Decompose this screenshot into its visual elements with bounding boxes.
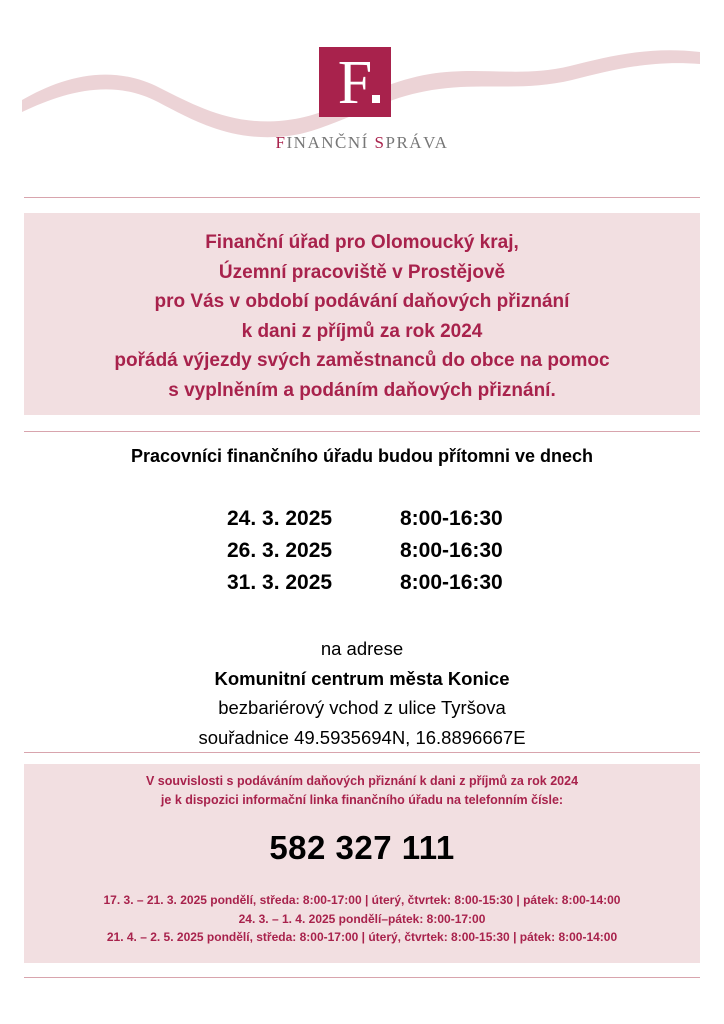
date-value: 26. 3. 2025 — [227, 539, 333, 562]
info-line-2: je k dispozici informační linka finančního úřadu na telefonním čísle: — [160, 793, 564, 807]
logo-letter: F — [337, 49, 373, 117]
address-coordinates: souřadnice 49.5935694N, 16.8896667E — [198, 726, 526, 748]
intro-line: Finanční úřad pro Olomoucký kraj, — [205, 232, 519, 253]
address-prefix: na adrese — [320, 638, 404, 659]
intro-line: s vyplněním a podáním daňových přiznání. — [168, 379, 556, 401]
intro-line: k dani z příjmů za rok 2024 — [241, 320, 483, 342]
phone-number: 582 327 111 — [269, 829, 455, 866]
brand-initial-s: S — [374, 133, 386, 152]
divider-top — [24, 197, 700, 198]
date-row — [0, 571, 724, 603]
time-value: 8:00-16:30 — [400, 507, 503, 530]
intro-box — [24, 213, 700, 415]
phone-hours — [24, 891, 700, 947]
address-block — [0, 634, 724, 752]
divider-bottom — [24, 977, 700, 978]
schedule-lead: Pracovníci finančního úřadu budou přítomni ve dnech — [130, 446, 594, 466]
logo — [319, 47, 391, 117]
date-value: 24. 3. 2025 — [227, 507, 333, 530]
date-row — [0, 539, 724, 571]
schedule-dates — [0, 507, 724, 603]
divider-address — [24, 752, 700, 753]
brand-part-2: PRÁVA — [385, 133, 449, 152]
divider-intro — [24, 431, 700, 432]
info-box — [24, 764, 700, 963]
intro-line: pro Vás v období podávání daňových přiznání — [154, 291, 570, 312]
intro-line: pořádá výjezdy svých zaměstnanců do obce na pomoc — [114, 350, 610, 371]
address-entrance: bezbariérový vchod z ulice Tyršova — [218, 697, 506, 718]
info-line-1: V souvislosti s podáváním daňových přiznání k dani z příjmů za rok 2024 — [145, 774, 579, 788]
time-value: 8:00-16:30 — [400, 571, 503, 594]
hours-line: 24. 3. – 1. 4. 2025 pondělí–pátek: 8:00-17:00 — [238, 911, 486, 926]
header — [0, 0, 724, 190]
hours-line: 21. 4. – 2. 5. 2025 pondělí, středa: 8:00-17:00 | úterý, čtvrtek: 8:00-15:30 | pátek: 8:00-14:00 — [106, 930, 618, 944]
brand-name — [0, 133, 724, 153]
brand-initial-f: F — [275, 133, 287, 152]
intro-text — [24, 213, 700, 405]
date-value: 31. 3. 2025 — [227, 571, 333, 594]
logo-dot — [372, 95, 380, 103]
date-row — [0, 507, 724, 539]
brand-part-1: INANČNÍ — [286, 133, 375, 152]
intro-line: Územní pracoviště v Prostějově — [218, 261, 506, 283]
info-text — [24, 764, 700, 810]
time-value: 8:00-16:30 — [400, 539, 503, 562]
address-place: Komunitní centrum města Konice — [214, 667, 510, 689]
hours-line: 17. 3. – 21. 3. 2025 pondělí, středa: 8:00-17:00 | úterý, čtvrtek: 8:00-15:30 | pátek: 8:00-14:00 — [103, 893, 621, 907]
